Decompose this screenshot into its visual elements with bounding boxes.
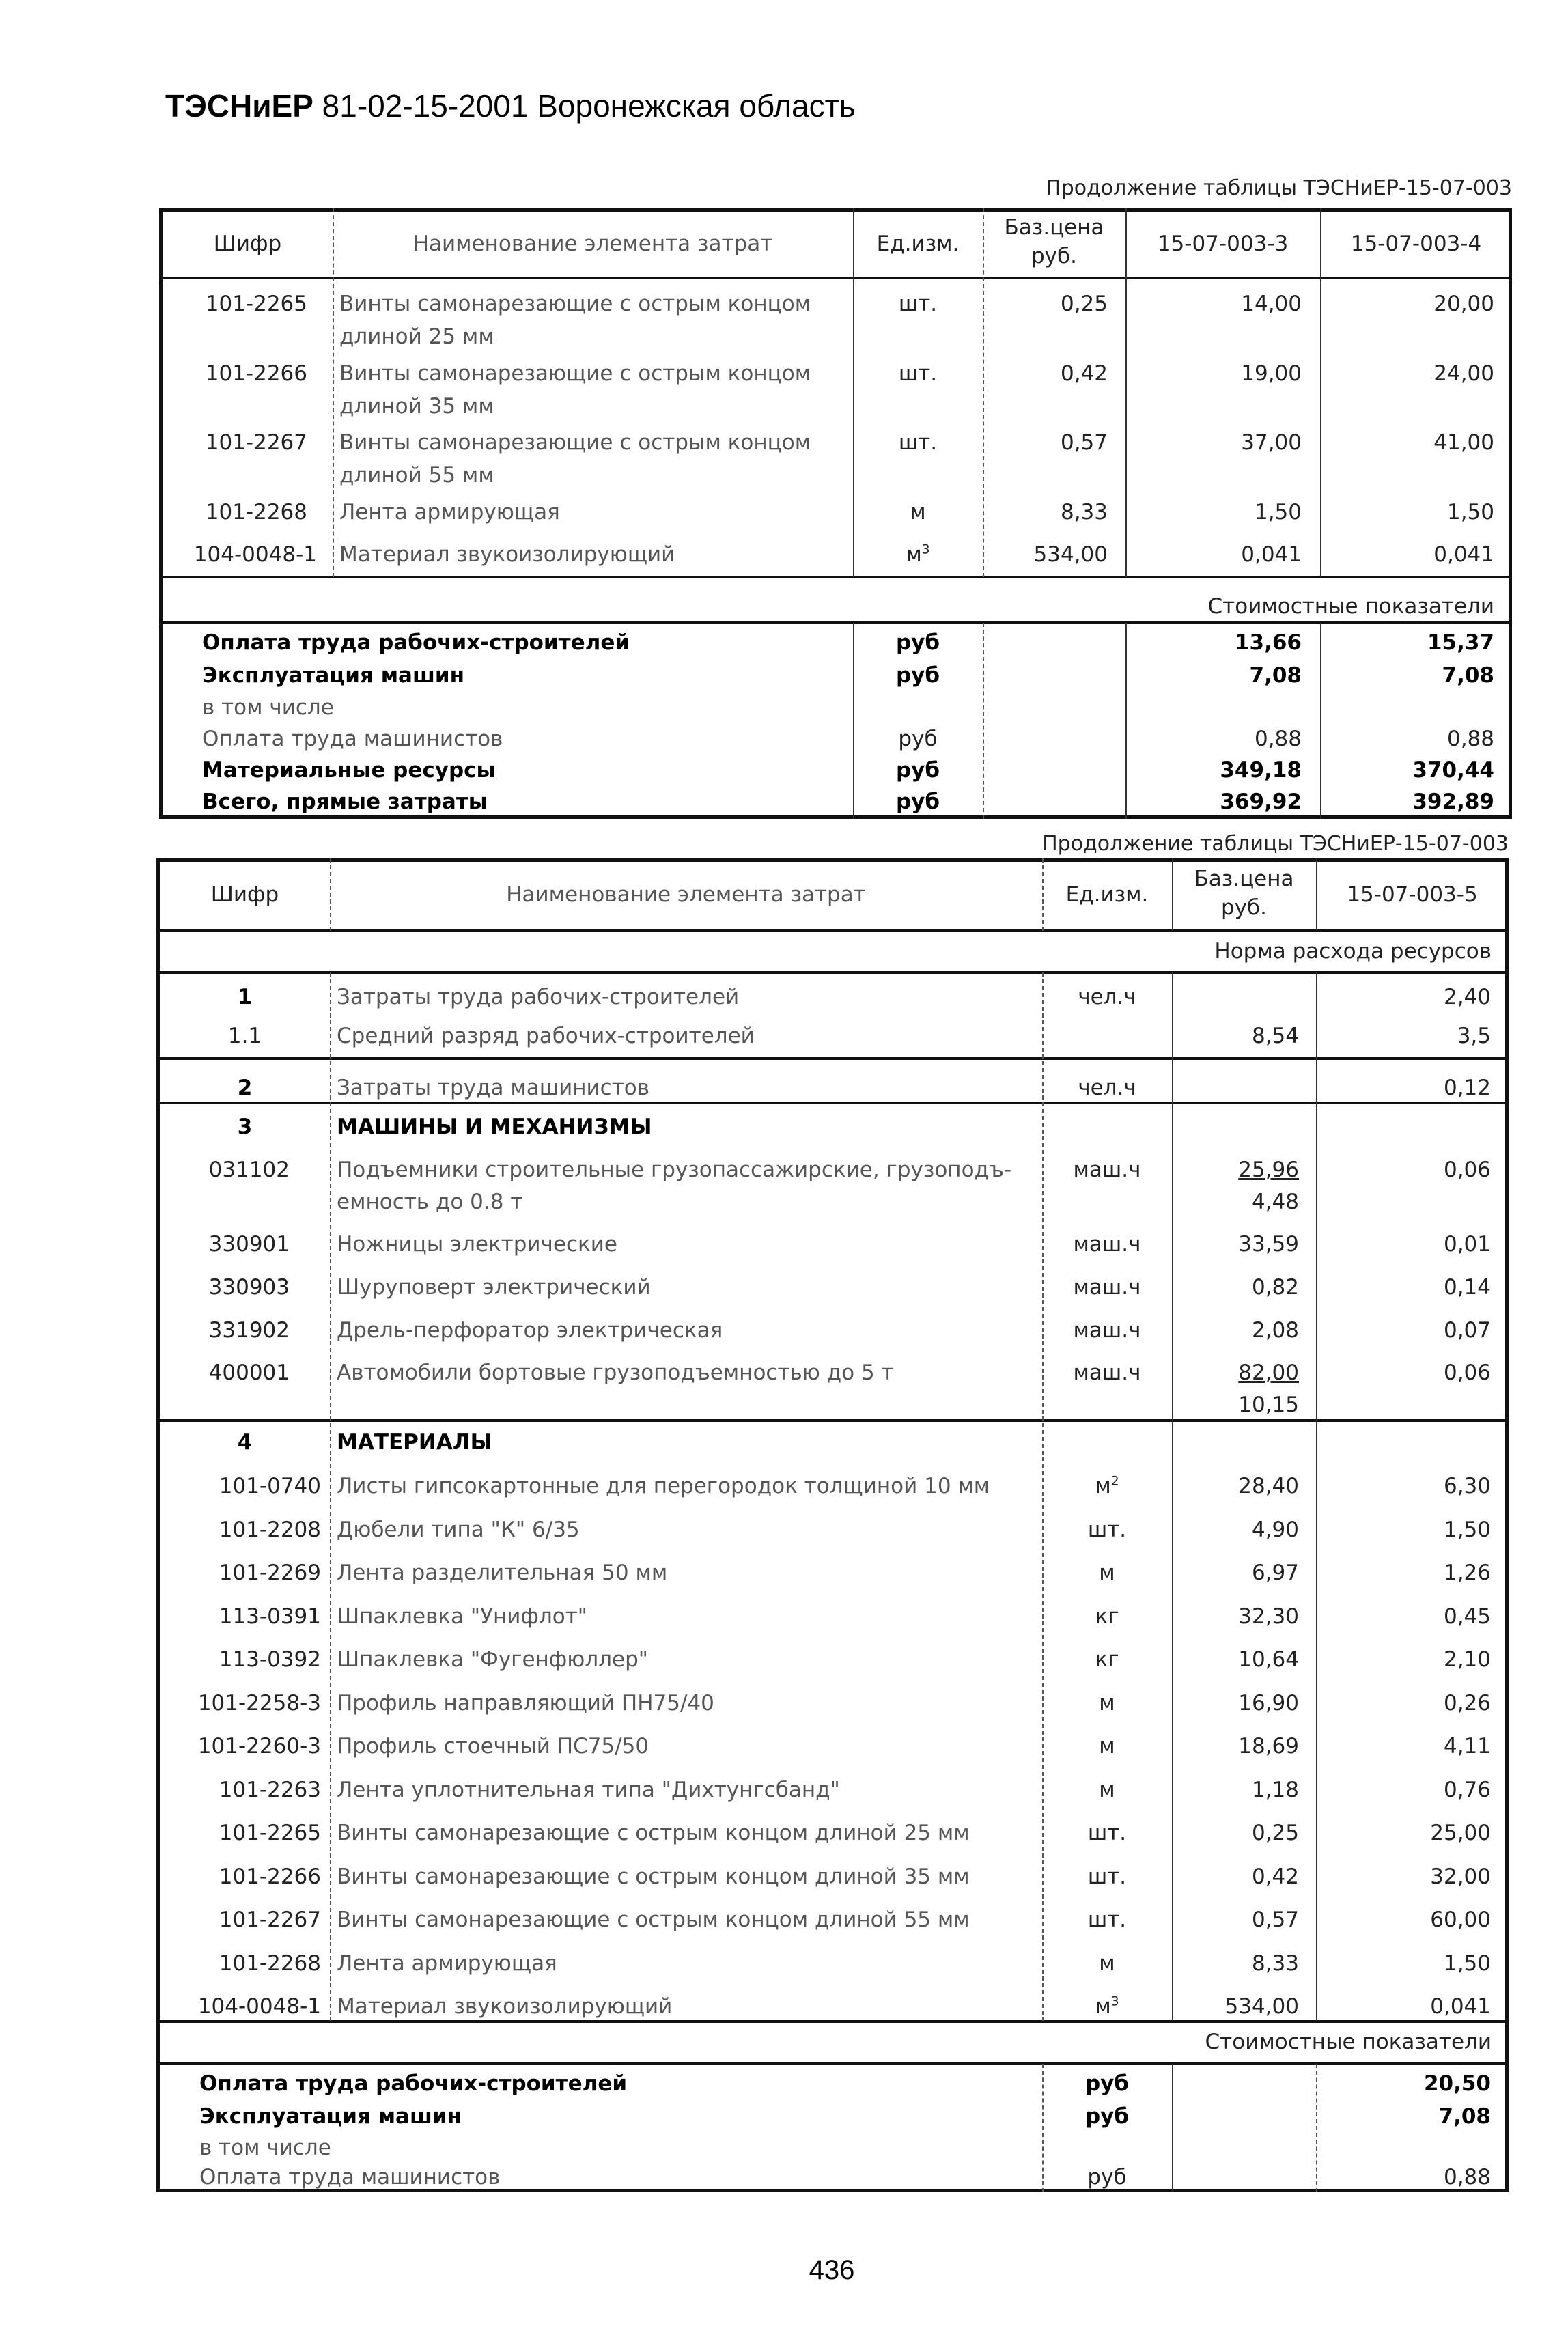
row-code: 101-2265 [219,1821,321,1845]
row-unit: маш.ч [1073,1275,1141,1300]
row-value-5: 4,11 [1443,1734,1491,1759]
row-code: 400001 [208,1360,290,1385]
row-value-5: 1,50 [1443,1517,1491,1542]
summary-value-4: 370,44 [1412,758,1494,783]
table2-col-divider [330,972,331,2021]
row-unit [1042,1513,1172,1546]
summary-value-4: 15,37 [1427,630,1494,655]
row-price: 0,42 [1251,1864,1299,1889]
row-price: 8,33 [1060,500,1108,524]
row-value-5: 6,30 [1443,1474,1491,1498]
row-code: 101-2266 [205,361,307,386]
row-price: 28,40 [1238,1474,1299,1498]
section-code: 3 [237,1115,253,1139]
summary-label: в том числе [202,695,334,720]
row-value-4: 0,041 [1433,542,1494,567]
row-value-5: 2,40 [1443,985,1491,1009]
table2-header-code: Шифр [210,882,279,907]
row-code: 330901 [208,1232,290,1257]
row-value-3: 19,00 [1241,361,1302,386]
summary-unit: руб [1084,2104,1130,2129]
row-price: 16,90 [1238,1691,1299,1716]
unit-base: м [1099,1734,1115,1759]
table2-col-divider [1172,2064,1173,2192]
summary-value-3: 7,08 [1249,663,1302,688]
summary-unit: руб [898,727,938,751]
row-unit: шт. [898,361,938,386]
row-unit [1042,1556,1172,1589]
table1-header-col3: 15-07-003-3 [1157,232,1289,256]
row-unit [1042,1947,1172,1980]
row-price: 534,00 [1224,1994,1299,2019]
unit-base: м [1095,1474,1111,1498]
table1-header-unit: Ед.изм. [876,232,960,256]
table1-header-code: Шифр [213,232,282,256]
row-value-3: 1,50 [1254,500,1302,524]
title-region: 81-02-15-2001 Воронежская область [313,88,856,124]
row-value-5: 0,041 [1430,1994,1491,2019]
table2-group-divider [156,1419,1509,1422]
section-title: МАТЕРИАЛЫ [337,1430,492,1455]
table2-header-divider [156,929,1509,932]
header-price-line1: Баз.цена [1194,867,1294,891]
row-price-machinist: 10,15 [1238,1393,1299,1417]
row-price: 32,30 [1238,1604,1299,1629]
table1-col-divider [333,208,334,577]
summary-unit: руб [895,789,940,814]
table1-header-name: Наименование элемента затрат [412,232,773,256]
row-name: Профиль стоечный ПС75/50 [337,1734,649,1759]
table1-header-col4: 15-07-003-4 [1350,232,1482,256]
row-name-cont: длиной 25 мм [339,324,494,349]
unit-base: м [906,542,922,567]
row-name-cont: длиной 55 мм [339,463,494,488]
row-code: 101-2268 [205,500,307,524]
row-name: Дюбели типа "К" 6/35 [337,1517,580,1542]
summary-label: Эксплуатация машин [202,663,465,688]
row-unit [1042,1990,1172,2023]
section-code: 4 [237,1430,253,1455]
row-value-5: 0,07 [1443,1318,1491,1343]
row-value-5: 0,06 [1443,1158,1491,1182]
row-value-5: 1,50 [1443,1951,1491,1976]
row-value-5: 32,00 [1430,1864,1491,1889]
row-unit [853,538,983,571]
row-unit [1042,1730,1172,1763]
row-price: 18,69 [1238,1734,1299,1759]
summary-label: Оплата труда рабочих-строителей [202,630,630,655]
row-name: Автомобили бортовые грузоподъемностью до 5 т [337,1360,894,1385]
row-value-5: 0,14 [1443,1275,1491,1300]
row-name: Шуруповерт электрический [337,1275,651,1300]
summary-value-5: 20,50 [1423,2071,1491,2096]
row-code: 101-2269 [219,1561,321,1585]
row-price: 0,57 [1251,1907,1299,1932]
row-price: 8,33 [1251,1951,1299,1976]
row-code: 331902 [208,1318,290,1343]
summary-value-3: 369,92 [1220,789,1302,814]
unit-base: кг [1095,1647,1119,1672]
summary-label: Оплата труда машинистов [199,2165,501,2189]
row-price: 0,25 [1251,1821,1299,1845]
unit-base: шт. [1087,1864,1127,1889]
row-code: 101-2267 [219,1907,321,1932]
row-price: 1,18 [1251,1778,1299,1802]
row-value-4: 41,00 [1433,430,1494,455]
table1-section-label: Стоимостные показатели [1207,594,1494,619]
row-unit [1042,1470,1172,1502]
row-code: 101-2267 [205,430,307,455]
row-unit [1042,1774,1172,1806]
table2-section-divider [156,971,1509,974]
row-unit: маш.ч [1073,1360,1141,1385]
row-value-3: 0,041 [1241,542,1302,567]
table2-header-price [1172,865,1316,922]
summary-unit: руб [1087,2165,1127,2189]
table1-body-divider [159,576,1512,578]
row-value-5: 60,00 [1430,1907,1491,1932]
unit-base: кг [1095,1604,1119,1629]
row-name: Винты самонарезающие с острым концом [339,292,811,316]
row-code: 031102 [208,1158,290,1182]
row-unit: шт. [898,430,938,455]
row-unit [1042,1687,1172,1720]
summary-label: Оплата труда рабочих-строителей [199,2071,628,2096]
table2-norm-label: Норма расхода ресурсов [1214,939,1492,964]
row-price: 0,42 [1060,361,1108,386]
row-name: Материал звукоизолирующий [337,1994,673,2019]
row-unit: чел.ч [1078,1076,1136,1100]
summary-unit: руб [895,758,940,783]
table2-section-divider [156,2062,1509,2065]
row-unit: маш.ч [1073,1232,1141,1257]
row-name: Лента разделительная 50 мм [337,1561,668,1585]
row-value-3: 14,00 [1241,292,1302,316]
row-price: 534,00 [1033,542,1108,567]
row-name: Лента уплотнительная типа "Дихтунгсбанд" [337,1778,840,1802]
row-name: Винты самонарезающие с острым концом длиной 25 мм [337,1821,970,1845]
row-unit: чел.ч [1078,985,1136,1009]
table2-group-divider [156,1057,1509,1060]
summary-value-4: 7,08 [1442,663,1494,688]
table2-header-name: Наименование элемента затрат [506,882,866,907]
row-name: Лента армирующая [339,500,560,524]
row-code: 101-2266 [219,1864,321,1889]
row-code: 330903 [208,1275,290,1300]
row-unit [1042,1903,1172,1936]
row-code: 113-0391 [219,1604,321,1629]
row-value-5: 0,45 [1443,1604,1491,1629]
unit-base: м [1099,1778,1115,1802]
unit-base: шт. [1087,1517,1127,1542]
summary-label: в том числе [199,2136,331,2160]
unit-base: м [1099,1561,1115,1585]
row-value-4: 24,00 [1433,361,1494,386]
title-code: ТЭСНиЕР [165,88,313,124]
row-price-machinist: 4,48 [1251,1190,1299,1214]
row-price: 4,90 [1251,1517,1299,1542]
summary-value-4: 0,88 [1446,727,1494,751]
summary-unit: руб [895,630,940,655]
row-name: Лента армирующая [337,1951,557,1976]
row-code: 101-2258-3 [197,1691,321,1716]
row-name: Затраты труда машинистов [337,1076,650,1100]
row-name: Шпаклевка "Унифлот" [337,1604,588,1629]
summary-unit: руб [895,663,940,688]
unit-exponent: 2 [1110,1474,1119,1489]
header-price-line2: руб. [1221,895,1267,920]
row-unit [1042,1643,1172,1676]
unit-exponent: 3 [1110,1994,1119,2009]
row-value-5: 0,06 [1443,1360,1491,1385]
row-price: 2,08 [1251,1318,1299,1343]
row-code: 101-2268 [219,1951,321,1976]
row-code: 104-0048-1 [193,542,317,567]
row-code: 101-0740 [219,1474,321,1498]
unit-base: м [1099,1951,1115,1976]
summary-value-3: 349,18 [1220,758,1302,783]
row-price: 33,59 [1238,1232,1299,1257]
row-price: 0,82 [1251,1275,1299,1300]
row-code: 2 [237,1076,253,1100]
row-code: 101-2208 [219,1517,321,1542]
row-name-cont: длиной 35 мм [339,394,494,419]
row-price: 0,57 [1060,430,1108,455]
row-name: Винты самонарезающие с острым концом [339,430,811,455]
summary-label: Эксплуатация машин [199,2104,462,2129]
row-name: Материал звукоизолирующий [339,542,675,567]
row-value-4: 20,00 [1433,292,1494,316]
row-name: Винты самонарезающие с острым концом длиной 55 мм [337,1907,970,1932]
row-price: 25,96 [1238,1158,1299,1182]
row-name-cont: емность до 0.8 т [337,1190,523,1214]
row-unit: маш.ч [1073,1318,1141,1343]
table1-caption: Продолжение таблицы ТЭСНиЕР-15-07-003 [1046,176,1512,200]
unit-base: шт. [1087,1907,1127,1932]
summary-label: Оплата труда машинистов [202,727,503,751]
row-unit [1042,1817,1172,1849]
row-value-5: 0,01 [1443,1232,1491,1257]
table1-header-divider [159,277,1512,279]
table2-header-unit: Ед.изм. [1065,882,1149,907]
row-price: 6,97 [1251,1561,1299,1585]
row-code: 104-0048-1 [197,1994,321,2019]
row-code: 1 [237,985,253,1009]
row-price: 8,54 [1251,1024,1299,1048]
row-unit [1042,1860,1172,1893]
summary-unit: руб [1084,2071,1130,2096]
row-value-4: 1,50 [1446,500,1494,524]
summary-label: Всего, прямые затраты [202,789,488,814]
row-code: 101-2263 [219,1778,321,1802]
header-price-line1: Баз.цена [1004,215,1104,240]
row-price: 0,25 [1060,292,1108,316]
unit-base: шт. [1087,1821,1127,1845]
row-value-5: 25,00 [1430,1821,1491,1845]
row-code: 101-2265 [205,292,307,316]
unit-base: м [1095,1994,1111,2019]
table2-header-col5: 15-07-003-5 [1347,882,1478,907]
row-value-5: 0,12 [1443,1076,1491,1100]
row-value-5: 3,5 [1457,1024,1491,1048]
row-unit: шт. [898,292,938,316]
summary-value-5: 7,08 [1438,2104,1491,2129]
row-name: Ножницы электрические [337,1232,617,1257]
row-name: Винты самонарезающие с острым концом [339,361,811,386]
summary-value-5: 0,88 [1443,2165,1491,2189]
summary-label: Материальные ресурсы [202,758,496,783]
summary-value-4: 392,89 [1412,789,1494,814]
section-title: МАШИНЫ И МЕХАНИЗМЫ [337,1115,652,1139]
summary-value-3: 13,66 [1234,630,1302,655]
header-price-line2: руб. [1031,244,1077,268]
row-name: Шпаклевка "Фугенфюллер" [337,1647,649,1672]
row-unit: м [910,500,926,524]
row-name: Профиль направляющий ПН75/40 [337,1691,714,1716]
row-price: 10,64 [1238,1647,1299,1672]
document-title [165,87,856,124]
row-value-5: 0,26 [1443,1691,1491,1716]
row-name: Средний разряд рабочих-строителей [337,1024,755,1048]
row-unit: маш.ч [1073,1158,1141,1182]
row-price: 82,00 [1238,1360,1299,1385]
unit-exponent: 3 [921,542,930,557]
row-code: 101-2260-3 [197,1734,321,1759]
row-name: Листы гипсокартонные для перегородок толщиной 10 мм [337,1474,990,1498]
row-name: Затраты труда рабочих-строителей [337,985,740,1009]
row-unit [1042,1600,1172,1633]
summary-value-3: 0,88 [1254,727,1302,751]
row-code: 113-0392 [219,1647,321,1672]
row-value-5: 0,76 [1443,1778,1491,1802]
page-number: 436 [809,2255,855,2285]
table2-caption: Продолжение таблицы ТЭСНиЕР-15-07-003 [1042,832,1509,856]
row-name: Винты самонарезающие с острым концом длиной 35 мм [337,1864,970,1889]
row-value-5: 1,26 [1443,1561,1491,1585]
row-value-5: 2,10 [1443,1647,1491,1672]
row-value-3: 37,00 [1241,430,1302,455]
table1-col-divider [983,623,984,819]
row-code: 1.1 [227,1024,262,1048]
row-name: Дрель-перфоратор электрическая [337,1318,723,1343]
unit-base: м [1099,1691,1115,1716]
table1-header-price [983,213,1125,270]
row-name: Подъемники строительные грузопассажирские, грузоподъ- [337,1158,1012,1182]
table2-section-label: Стоимостные показатели [1205,2030,1492,2054]
